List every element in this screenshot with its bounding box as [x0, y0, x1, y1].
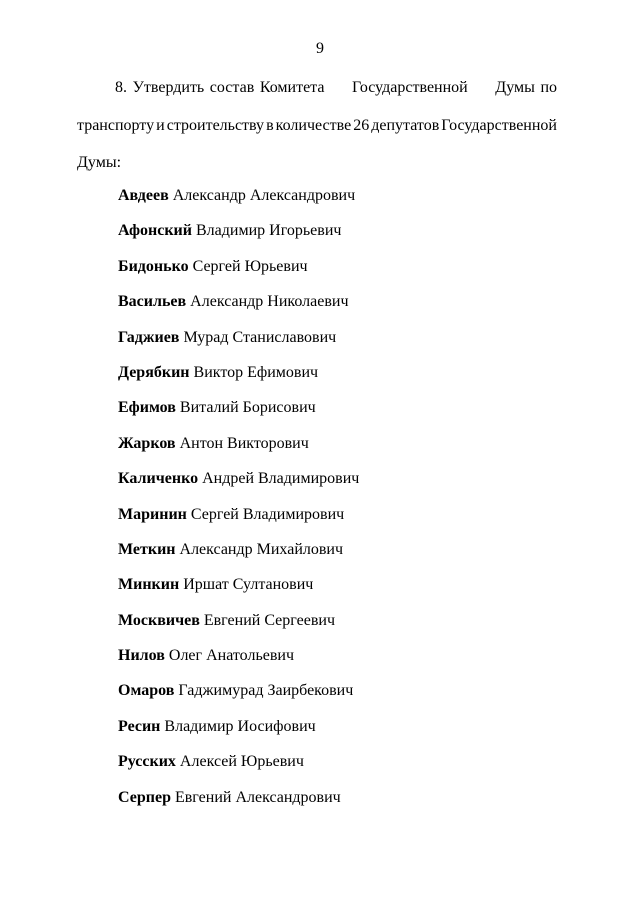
list-item: [118, 399, 359, 434]
member-given-name: Антон Викторович: [179, 434, 309, 452]
member-surname: Минкин: [118, 576, 180, 594]
word: депутатов: [371, 117, 440, 134]
word: Государственной: [352, 79, 468, 96]
member-surname: Гаджиев: [118, 328, 180, 346]
page-number: 9: [316, 40, 324, 57]
word: и: [156, 117, 165, 134]
member-surname: Русских: [118, 753, 176, 771]
member-surname: Афонский: [118, 222, 192, 240]
member-surname: Серпер: [118, 788, 171, 806]
list-item: [118, 222, 359, 257]
member-given-name: Владимир Игорьевич: [196, 222, 342, 240]
member-surname: Нилов: [118, 647, 165, 665]
list-item: [118, 187, 359, 222]
member-given-name: Александр Николаевич: [190, 293, 349, 311]
word: 8.: [115, 79, 127, 96]
list-item: [118, 293, 359, 328]
member-given-name: Мурад Станиславович: [183, 328, 337, 346]
member-surname: Каличенко: [118, 470, 199, 488]
word: Комитета: [259, 79, 325, 96]
word: транспорту: [77, 117, 155, 134]
member-given-name: Сергей Юрьевич: [192, 257, 308, 275]
list-item: [118, 789, 359, 824]
member-surname: Меткин: [118, 540, 176, 558]
list-item: [118, 258, 359, 293]
list-item: [118, 364, 359, 399]
list-item: [118, 753, 359, 788]
member-surname: Омаров: [118, 682, 175, 700]
member-given-name: Андрей Владимирович: [202, 470, 360, 488]
member-surname: Ресин: [118, 717, 161, 735]
word: в: [266, 117, 274, 134]
member-surname: Москвичев: [118, 611, 200, 629]
member-given-name: Виталий Борисович: [179, 399, 316, 417]
member-given-name: Олег Анатольевич: [168, 647, 295, 665]
word: состав: [209, 79, 255, 96]
word: по: [540, 79, 557, 96]
list-item: [118, 647, 359, 682]
member-surname: Васильев: [118, 293, 187, 311]
member-surname: Жарков: [118, 434, 176, 452]
member-given-name: Евгений Сергеевич: [203, 611, 335, 629]
paragraph-line-2: [77, 118, 557, 134]
member-given-name: Виктор Ефимович: [193, 363, 319, 381]
list-item: [118, 576, 359, 611]
list-item: [118, 718, 359, 753]
list-item: [118, 682, 359, 717]
member-given-name: Евгений Александрович: [174, 788, 341, 806]
member-given-name: Иршат Султанович: [183, 576, 314, 594]
member-given-name: Александр Александрович: [172, 187, 356, 204]
member-given-name: Александр Михайлович: [179, 540, 344, 558]
committee-member-list: [118, 187, 359, 824]
list-item: [118, 612, 359, 647]
member-given-name: Сергей Владимирович: [190, 505, 345, 523]
member-given-name: Алексей Юрьевич: [179, 753, 304, 771]
member-surname: Дерябкин: [118, 363, 190, 381]
word: количестве: [275, 117, 352, 134]
word: Государственной: [441, 117, 557, 134]
member-surname: Бидонько: [118, 257, 189, 275]
member-given-name: Гаджимурад Заирбекович: [178, 682, 354, 700]
word: строительству: [166, 117, 265, 134]
word: 26: [353, 117, 370, 134]
word: Утвердить: [132, 79, 205, 96]
member-surname: Маринин: [118, 505, 187, 523]
paragraph-line-3: Думы:: [77, 154, 122, 171]
list-item: [118, 470, 359, 505]
member-surname: Ефимов: [118, 399, 176, 417]
list-item: [118, 435, 359, 470]
list-item: [118, 506, 359, 541]
word: Думы: [495, 79, 535, 96]
list-item: [118, 541, 359, 576]
list-item: [118, 329, 359, 364]
member-given-name: Владимир Иосифович: [164, 717, 316, 735]
member-surname: Авдеев: [118, 187, 169, 204]
paragraph-line-1: [115, 80, 557, 96]
